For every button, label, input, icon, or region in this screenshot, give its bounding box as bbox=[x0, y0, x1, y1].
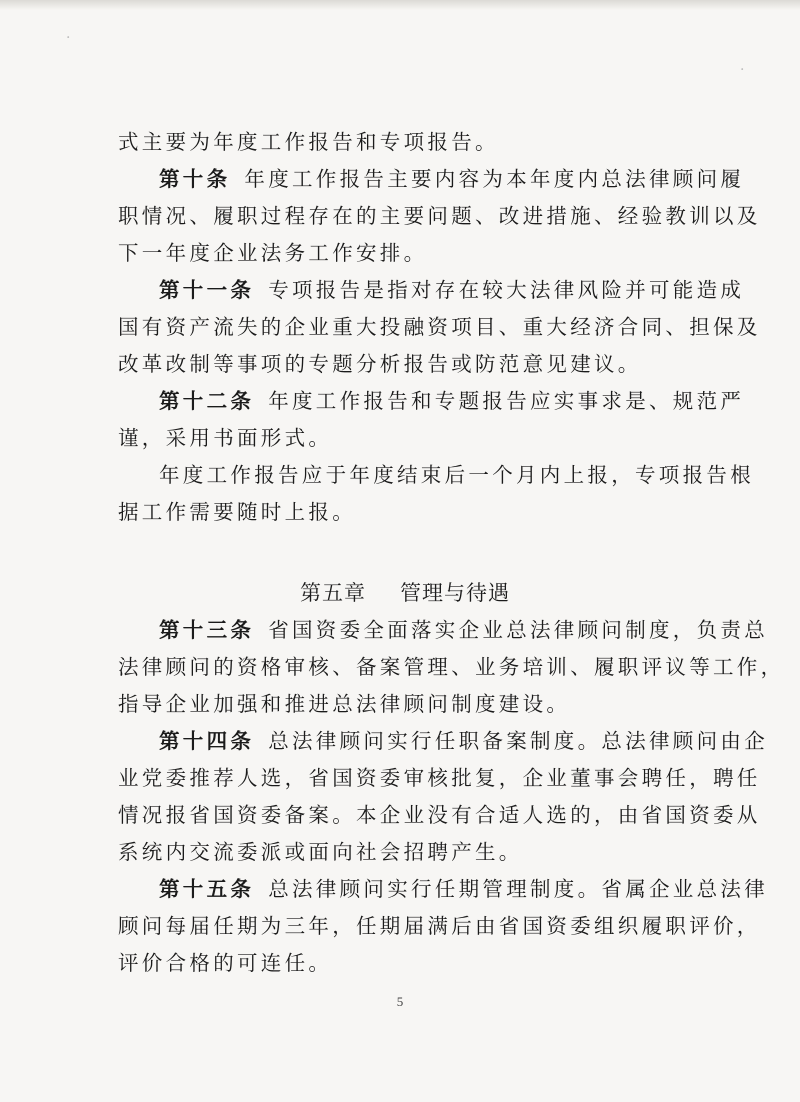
text-line: 省国资委全面落实企业总法律顾问制度，负责总 bbox=[268, 618, 769, 642]
article-label: 第十一条 bbox=[159, 278, 255, 302]
text-line: 下一年度企业法务工作安排。 bbox=[118, 241, 428, 265]
chapter-number: 第五章 bbox=[300, 581, 366, 605]
text-line: 改革改制等事项的专题分析报告或防范意见建议。 bbox=[118, 352, 642, 376]
scan-speck: · bbox=[66, 30, 71, 46]
text-line: 评价合格的可连任。 bbox=[118, 951, 333, 975]
article-label: 第十二条 bbox=[159, 389, 255, 413]
article-13 bbox=[118, 612, 769, 649]
text-line: 据工作需要随时上报。 bbox=[118, 500, 356, 524]
article-11 bbox=[118, 272, 745, 309]
text-line: 业党委推荐人选，省国资委审核批复，企业董事会聘任，聘任 bbox=[118, 766, 761, 790]
article-12 bbox=[118, 383, 745, 420]
article-label: 第十条 bbox=[159, 167, 231, 191]
article-label: 第十五条 bbox=[159, 877, 255, 901]
text-line: 谨，采用书面形式。 bbox=[118, 426, 333, 450]
text-line: 职情况、履职过程存在的主要问题、改进措施、经验教训以及 bbox=[118, 204, 761, 228]
text-line: 式主要为年度工作报告和专项报告。 bbox=[118, 130, 499, 154]
text-line: 专项报告是指对存在较大法律风险并可能造成 bbox=[268, 278, 745, 302]
text-line: 法律顾问的资格审核、备案管理、业务培训、履职评议等工作， bbox=[118, 655, 785, 679]
text-line: 总法律顾问实行任职备案制度。总法律顾问由企 bbox=[268, 729, 769, 753]
text-line: 年度工作报告主要内容为本年度内总法律顾问履 bbox=[244, 167, 745, 191]
chapter-title: 管理与待遇 bbox=[400, 581, 510, 605]
intro-line bbox=[118, 124, 692, 161]
chapter-heading bbox=[118, 575, 692, 612]
scan-edge bbox=[0, 0, 800, 10]
text-line: 系统内交流委派或面向社会招聘产生。 bbox=[118, 840, 523, 864]
text-line: 国有资产流失的企业重大投融资项目、重大经济合同、担保及 bbox=[118, 315, 761, 339]
scan-speck: · bbox=[740, 62, 745, 78]
document-body bbox=[118, 124, 785, 982]
text-line: 年度工作报告和专题报告应实事求是、规范严 bbox=[268, 389, 745, 413]
article-15 bbox=[118, 871, 769, 908]
page-number: 5 bbox=[396, 994, 404, 1009]
text-line: 指导企业加强和推进总法律顾问制度建设。 bbox=[118, 692, 571, 716]
text-line: 情况报省国资委备案。本企业没有合适人选的，由省国资委从 bbox=[118, 803, 761, 827]
text-line: 年度工作报告应于年度结束后一个月内上报，专项报告根 bbox=[159, 463, 754, 487]
article-label: 第十四条 bbox=[159, 729, 255, 753]
report-paragraph bbox=[118, 457, 754, 494]
article-10 bbox=[118, 161, 745, 198]
text-line: 顾问每届任期为三年，任期届满后由省国资委组织履职评价， bbox=[118, 914, 761, 938]
text-line: 总法律顾问实行任期管理制度。省属企业总法律 bbox=[268, 877, 769, 901]
article-label: 第十三条 bbox=[159, 618, 255, 642]
article-14 bbox=[118, 723, 769, 760]
